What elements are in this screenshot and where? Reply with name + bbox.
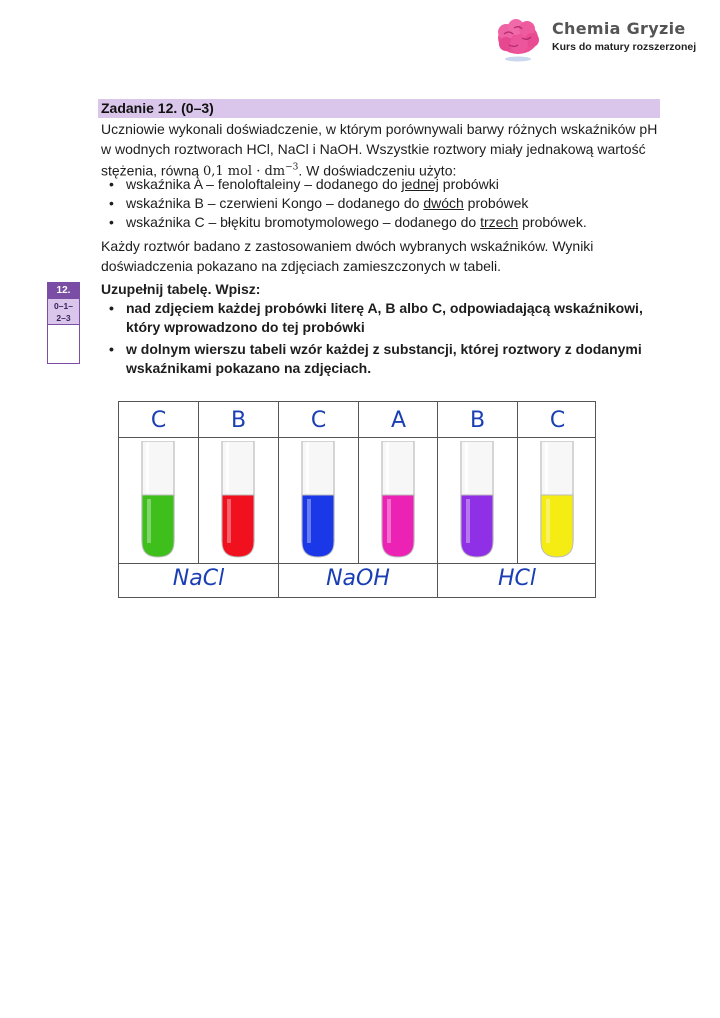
table-divider: [119, 437, 595, 438]
score-task-number: 12.: [48, 283, 79, 299]
indicator-text: probówek: [463, 195, 529, 211]
brain-icon: [494, 16, 542, 62]
tube-letter[interactable]: C: [150, 408, 167, 433]
score-range: [48, 299, 79, 325]
formula-answer[interactable]: NaCl: [172, 566, 225, 591]
tube-letter[interactable]: A: [390, 408, 407, 433]
indicator-list: [101, 175, 661, 232]
score-range-line: 2–3: [56, 313, 71, 323]
task-description: Każdy roztwór badano z zastosowaniem dwóch wybranych wskaźników. Wyniki doświadczenia pokazano na zdjęciach zamieszczonych w tabeli.: [101, 238, 594, 274]
formula-answer[interactable]: NaOH: [326, 566, 390, 591]
tube-letter[interactable]: B: [230, 408, 247, 433]
test-tube: [459, 441, 495, 559]
tube-letter[interactable]: C: [310, 408, 327, 433]
indicator-count: jednej: [401, 176, 439, 192]
instruction-item: • nad zdjęciem każdej probówki literę A, B albo C, odpowiadającą wskaźnikowi, który wprowadzono do tej probówki: [101, 299, 646, 336]
indicator-count: dwóch: [423, 195, 464, 211]
test-tube: [220, 441, 256, 559]
formula-answer[interactable]: HCl: [497, 566, 537, 591]
test-tube: [380, 441, 416, 559]
brand-logo: [494, 16, 704, 64]
indicator-item-c: [101, 213, 661, 232]
score-box: [47, 282, 80, 364]
intro-text-b: . W doświadczeniu użyto:: [298, 162, 457, 179]
indicator-count: trzech: [480, 214, 519, 230]
indicator-text: probówek.: [518, 214, 587, 230]
indicator-text: wskaźnika C – błękitu bromotymolowego – dodanego do: [126, 214, 481, 230]
concentration-unit: 0,1 mol · dm: [202, 164, 286, 180]
indicator-text: wskaźnika A – fenoloftaleiny – dodanego do: [126, 176, 402, 192]
tube-letter[interactable]: C: [549, 408, 566, 433]
indicator-text: probówki: [438, 176, 499, 192]
indicator-text: wskaźnika B – czerwieni Kongo – dodanego do: [126, 195, 424, 211]
test-tube: [140, 441, 176, 559]
instruction-item: • w dolnym wierszu tabeli wzór każdej z substancji, której roztwory z dodanymi wskaźnikami pokazano na zdjęciach.: [101, 340, 646, 377]
answer-table: [118, 401, 596, 598]
intro-text-a: Uczniowie wykonali doświadczenie, w którym porównywali barwy różnych wskaźników pH w wodnych roztworach HCl, NaCl i NaOH. Wszystkie roztwory miały jednakową wartość stężenia, równą: [101, 121, 658, 179]
task-title: Zadanie 12. (0–3): [101, 100, 214, 116]
score-range-line: 0–1–: [54, 301, 73, 311]
task-header: [98, 99, 660, 118]
tube-letter[interactable]: B: [469, 408, 486, 433]
task-instruction: Uzupełnij tabelę. Wpisz:: [101, 281, 261, 297]
brand-title: Chemia Gryzie: [552, 19, 686, 38]
brand-subtitle: Kurs do matury rozszerzonej: [552, 41, 697, 53]
test-tube: [539, 441, 575, 559]
concentration-exponent: −3: [285, 163, 299, 173]
table-divider: [119, 563, 595, 564]
test-tube: [300, 441, 336, 559]
task-intro: [101, 120, 661, 182]
indicator-item-a: [101, 175, 661, 194]
instruction-list: [101, 299, 646, 381]
indicator-item-b: [101, 194, 661, 213]
